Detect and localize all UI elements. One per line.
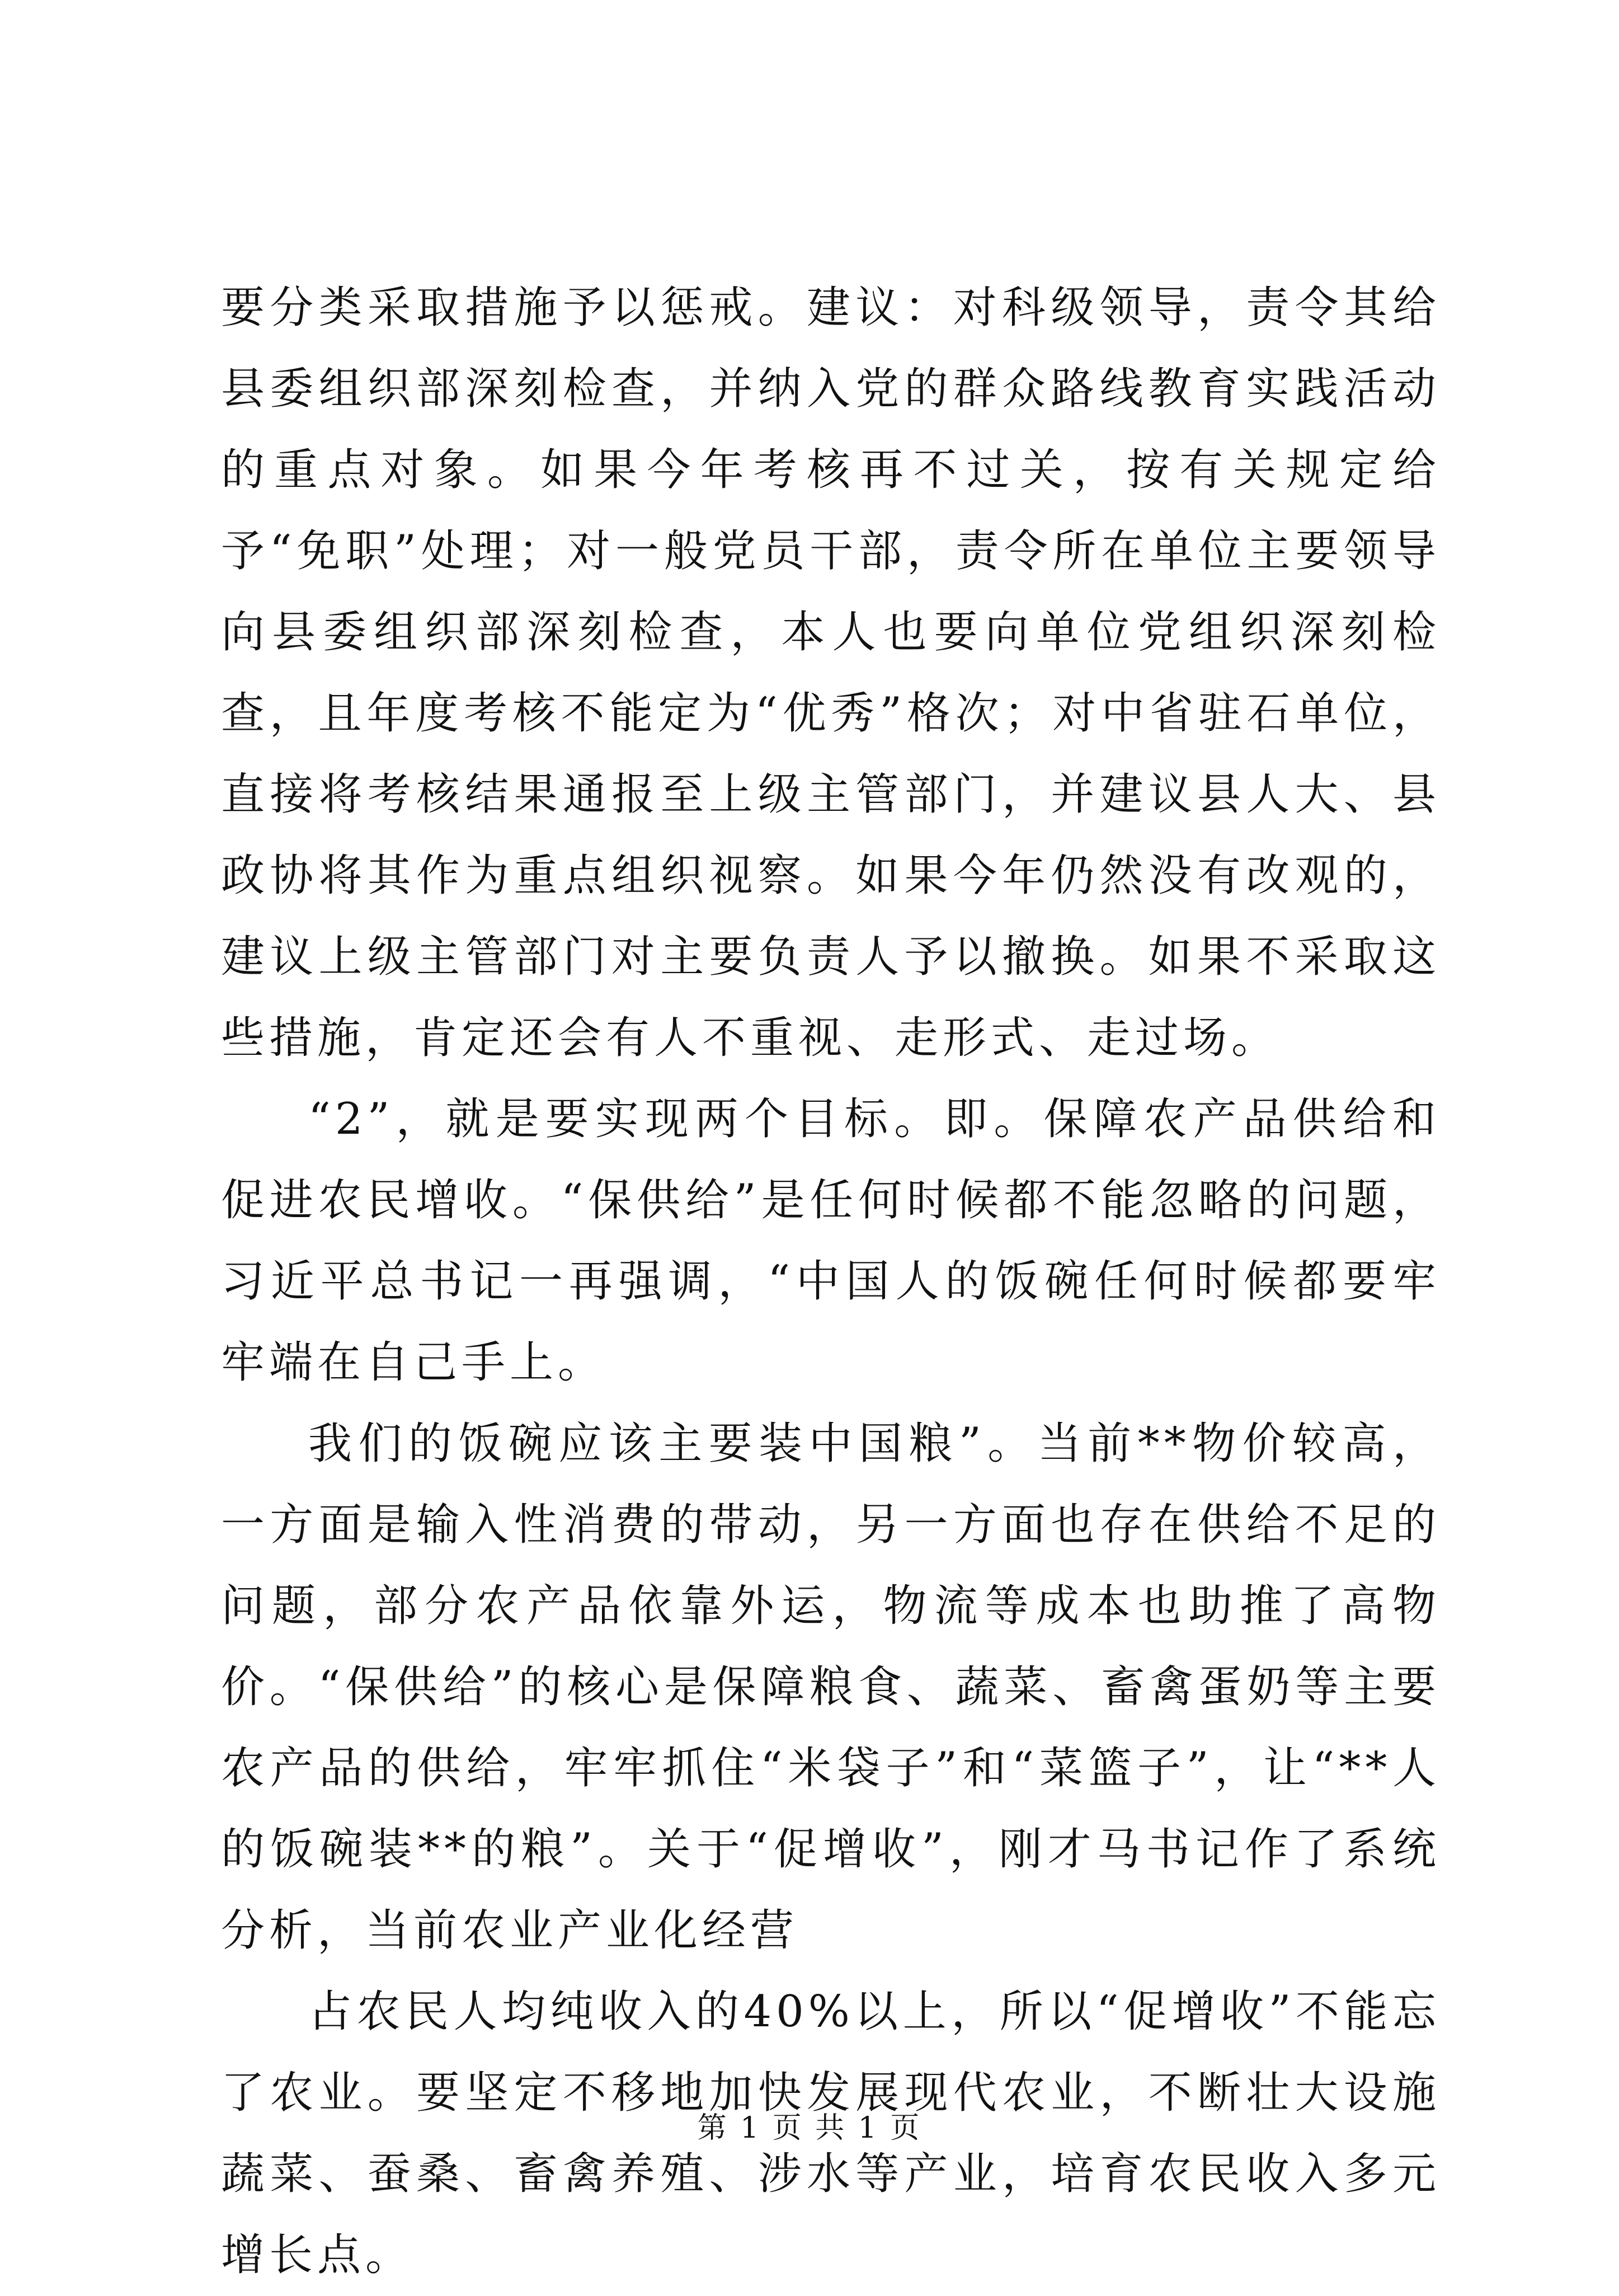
document-body	[221, 267, 1441, 2296]
paragraph-3: 我们的饭碗应该主要装中国粮”。当前**物价较高，一方面是输入性消费的带动，另一方面也存在供给不足的问题，部分农产品依靠外运，物流等成本也助推了高物价。“保供给”的核心是保障粮食、蔬菜、畜禽蛋奶等主要农产品的供给，牢牢抓住“米袋子”和“菜篮子”，让“**人的饭碗装**的粮”。关于“促增收”，刚才马书记作了系统分析，当前农业产业化经营	[221, 1419, 1441, 1956]
page-footer: 第 1 页 共 1 页	[697, 2111, 922, 2145]
paragraph-1: 要分类采取措施予以惩戒。建议：对科级领导，责令其给县委组织部深刻检查，并纳入党的群众路线教育实践活动的重点对象。如果今年考核再不过关，按有关规定给予“免职”处理；对一般党员干部，责令所在单位主要领导向县委组织部深刻检查，本人也要向单位党组织深刻检查，且年度考核不能定为“优秀”格次；对中省驻石单位，直接将考核结果通报至上级主管部门，并建议县人大、县政协将其作为重点组织视察。如果今年仍然没有改观的，建议上级主管部门对主要负责人予以撤换。如果不采取这些措施，肯定还会有人不重视、走形式、走过场。	[221, 283, 1441, 1063]
paragraph-2: “2”，就是要实现两个目标。即。保障农产品供给和促进农民增收。“保供给”是任何时候都不能忽略的问题，习近平总书记一再强调，“中国人的饭碗任何时候都要牢牢端在自己手上。	[221, 1094, 1441, 1388]
paragraph-4: 占农民人均纯收入的40%以上，所以“促增收”不能忘了农业。要坚定不移地加快发展现代农业，不断壮大设施蔬菜、蚕桑、畜禽养殖、涉水等产业，培育农民收入多元增长点。	[221, 1987, 1441, 2280]
